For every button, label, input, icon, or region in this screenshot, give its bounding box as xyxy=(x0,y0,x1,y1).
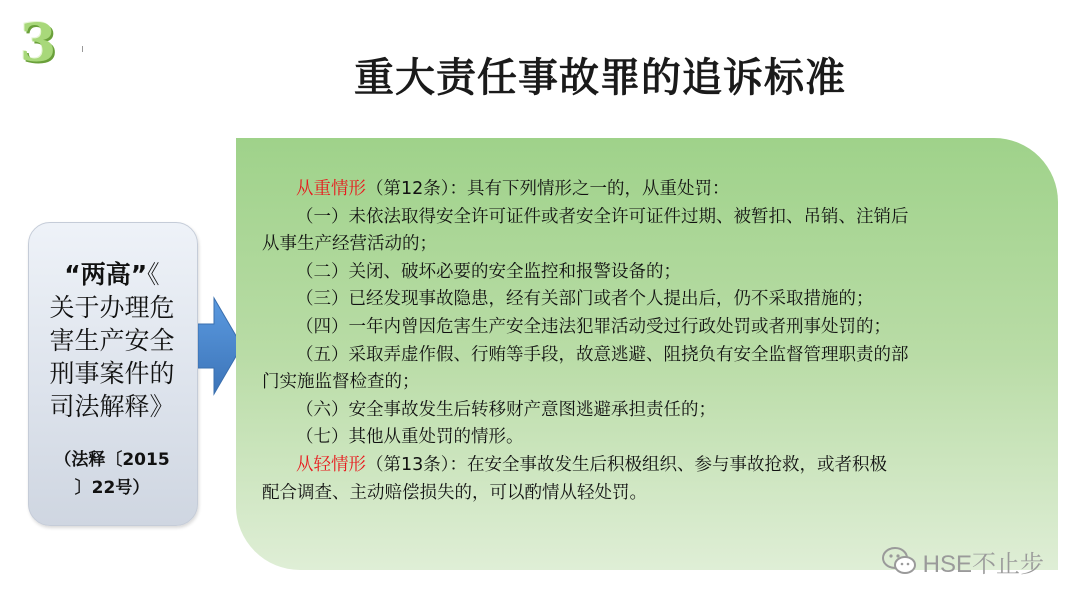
source-document-number xyxy=(36,446,188,502)
item-2: （二）关闭、破坏必要的安全监控和报警设备的； xyxy=(296,261,681,282)
item-1: （一）未依法取得安全许可证件或者安全许可证件过期、被暂扣、吊销、注销后 xyxy=(296,206,909,227)
mitigating-label: 从轻情形 xyxy=(296,454,366,475)
page-title: 重大责任事故罪的追诉标准 xyxy=(354,55,846,101)
source-authority: “两高” xyxy=(64,260,148,289)
item-5-continued: 门实施监督检查的； xyxy=(262,372,420,393)
source-number-line-1: （法释〔2015 xyxy=(54,450,170,470)
item-7: （七）其他从重处罚的情形。 xyxy=(296,427,524,448)
aggravating-intro: （第12条）：具有下列情形之一的，从重处罚： xyxy=(366,179,730,199)
mitigating-text: （第13条）：在安全事故发生后积极组织、参与事故抢救，或者积极 xyxy=(366,454,888,475)
source-line-5: 司法解释》 xyxy=(49,392,175,421)
source-line-4: 刑事案件的 xyxy=(49,359,175,388)
item-4: （四）一年内曾因危害生产安全违法犯罪活动受过行政处罚或者刑事处罚的； xyxy=(296,316,891,337)
item-3: （三）已经发现事故隐患，经有关部门或者个人提出后，仍不采取措施的； xyxy=(296,289,874,310)
aggravating-heading xyxy=(262,176,1046,204)
wechat-icon xyxy=(881,546,917,576)
slide-number: 3 xyxy=(20,13,57,74)
aggravating-label: 从重情形 xyxy=(296,179,366,199)
source-bracket: 《 xyxy=(147,260,160,289)
watermark-text: HSE不止步 xyxy=(922,550,1044,578)
mitigating-heading xyxy=(262,452,1046,480)
item-1-continued: 从事生产经营活动的； xyxy=(262,234,437,255)
item-6: （六）安全事故发生后转移财产意图逃避承担责任的； xyxy=(296,399,716,420)
source-document-title xyxy=(36,258,188,423)
source-line-2: 关于办理危 xyxy=(49,293,175,322)
decorative-tick xyxy=(82,46,83,52)
mitigating-continued: 配合调查、主动赔偿损失的，可以酌情从轻处罚。 xyxy=(262,482,647,503)
source-number-line-2: 〕22号） xyxy=(74,478,150,498)
item-5: （五）采取弄虚作假、行贿等手段，故意逃避、阻挠负有安全监督管理职责的部 xyxy=(296,344,909,365)
source-line-1 xyxy=(36,258,188,291)
content-text xyxy=(262,176,1046,507)
watermark xyxy=(881,544,1044,578)
source-line-3: 害生产安全 xyxy=(49,326,175,355)
